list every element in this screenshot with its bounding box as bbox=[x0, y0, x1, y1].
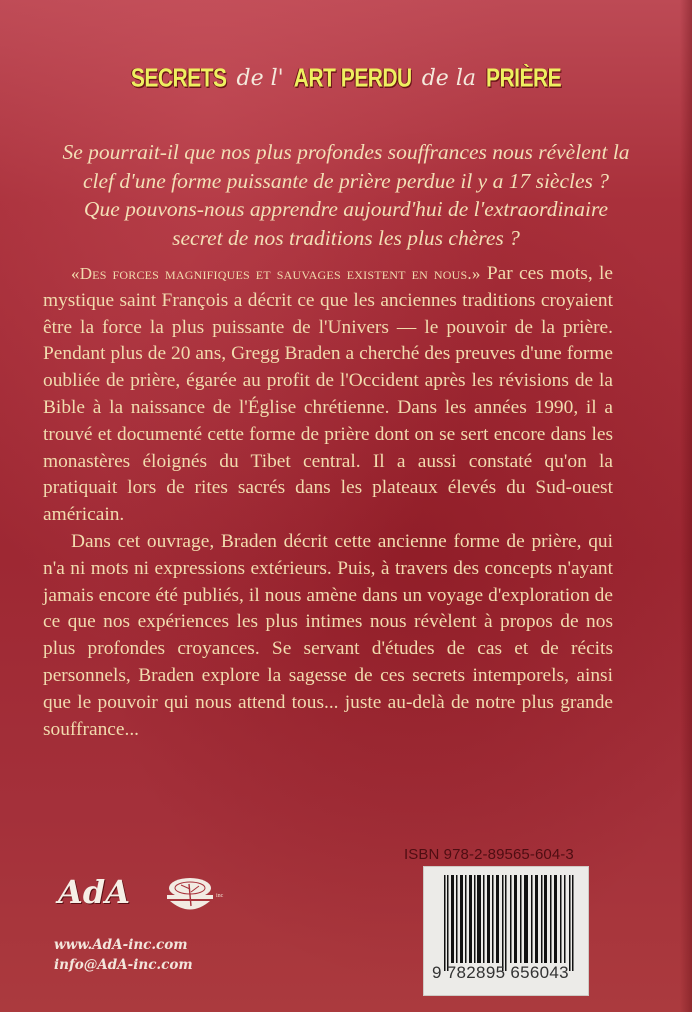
blurb-body bbox=[43, 261, 613, 743]
paragraph-1-text: Par ces mots, le mystique saint François a décrit ce que les anciennes traditions croyaient être la force la plus puissante de l'Univers — le pouvoir de la prière. Pendant plus de 20 ans, Gregg Braden a cherché des preuves d'une forme oubliée de prière, égarée au profit de l'Occident après les révisions de la Bible à la naissance de l'Église chrétienne. Dans les années 1990, il a trouvé et documenté cette forme de prière dont on se sert encore dans les monastères éloignés du Tibet central. Il a aussi constaté qu'on la pratiquait lors de rites sacrés dans les plateaux élevés du Sud-ouest américain. bbox=[43, 263, 613, 526]
book-title bbox=[0, 66, 692, 91]
publisher-contact bbox=[54, 935, 193, 975]
teaser-line: clef d'une forme puissante de prière perdue il y a 17 siècles ? bbox=[82, 168, 610, 193]
barcode bbox=[423, 866, 589, 996]
spine-edge-shadow bbox=[680, 0, 692, 1012]
barcode-bars bbox=[444, 875, 574, 971]
publisher-email: info@AdA-inc.com bbox=[54, 957, 193, 973]
isbn-label: ISBN 978-2-89565-604-3 bbox=[404, 846, 574, 863]
barcode-digits-right: 656043 bbox=[510, 963, 569, 982]
barcode-digits bbox=[432, 963, 569, 983]
opening-quote: «Des forces magnifiques et sauvages existent en nous.» bbox=[71, 264, 481, 283]
title-word-de-l: de l' bbox=[236, 66, 284, 91]
teaser-line: secret de nos traditions les plus chères ? bbox=[172, 225, 520, 250]
blurb-paragraph-1 bbox=[43, 261, 613, 529]
teaser-line: Se pourrait-il que nos plus profondes souffrances nous révèlent la bbox=[62, 140, 630, 164]
title-word-de-la: de la bbox=[421, 66, 476, 91]
title-word-secrets: SECRETS bbox=[130, 64, 227, 93]
teaser-text bbox=[40, 138, 652, 252]
blurb-paragraph-2: Dans cet ouvrage, Braden décrit cette ancienne forme de prière, qui n'a ni mots ni expressions extérieurs. Puis, à travers des concepts n'ayant jamais encore été publiés, il nous amène dans un voyage d'exploration de ce que nos expériences les plus intimes nous révèlent à propos de nos plus profondes croyances. Se servant d'études de cas et de récits personnels, Braden explore la sagesse de ces secrets intemporels, ainsi que le pouvoir qui nous attend tous... juste au-delà de notre plus grande souffrance... bbox=[43, 530, 613, 740]
teaser-line: Que pouvons-nous apprendre aujourd'hui de l'extraordinaire bbox=[83, 197, 609, 221]
publisher-logo-text: AdA bbox=[58, 873, 131, 911]
bonsai-tree-icon bbox=[167, 876, 213, 916]
barcode-digit-first: 9 bbox=[432, 963, 442, 982]
publisher-logo-inc: inc bbox=[216, 893, 224, 899]
publisher-website: www.AdA-inc.com bbox=[54, 937, 188, 953]
title-word-priere: PRIÈRE bbox=[485, 64, 562, 93]
title-word-art-perdu: ART PERDU bbox=[293, 64, 412, 93]
barcode-digits-left: 782895 bbox=[446, 963, 506, 982]
publisher-logo bbox=[58, 873, 224, 918]
